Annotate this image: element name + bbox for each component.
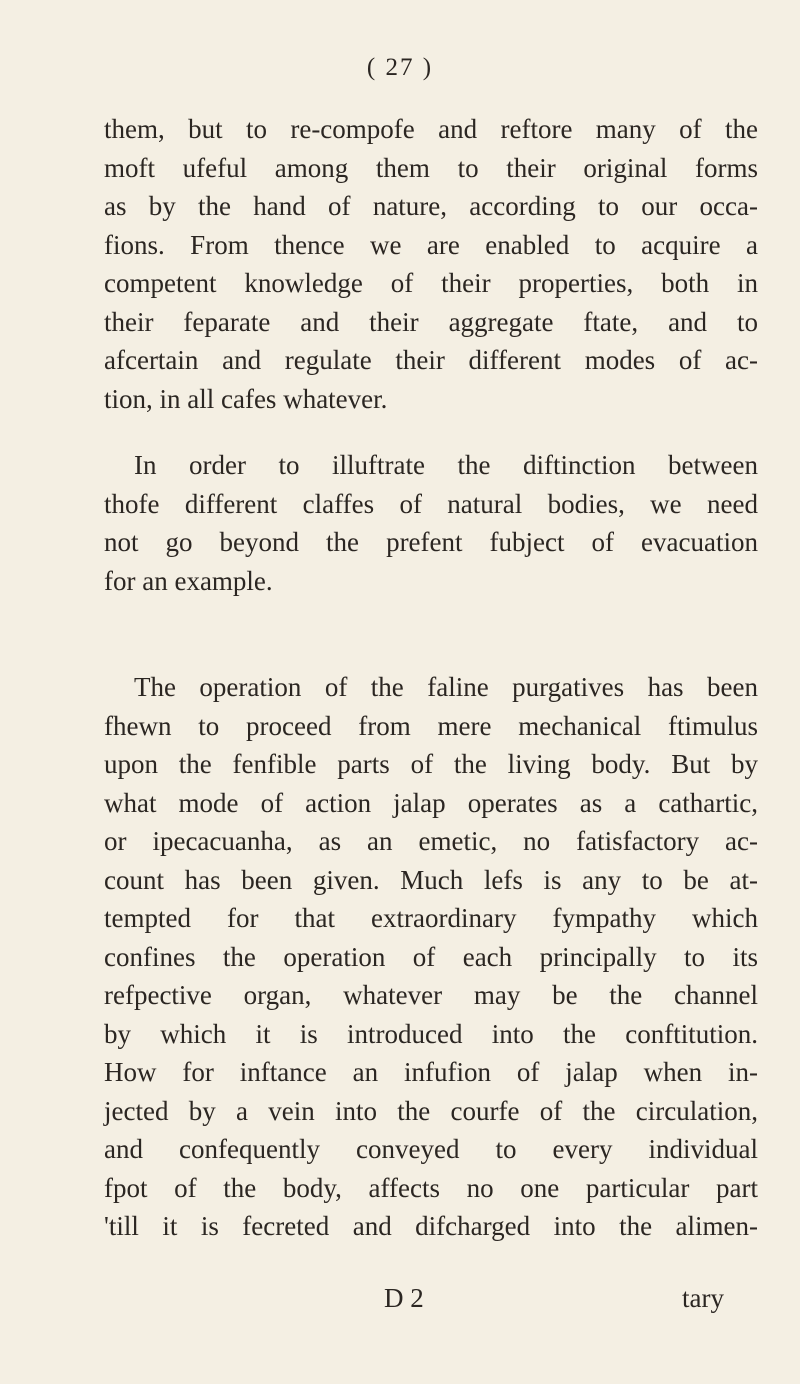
text-line: count has been given. Much lefs is any to be at- <box>104 864 758 895</box>
text-line: and confequently conveyed to every individual <box>104 1134 758 1164</box>
text-line: jected by a vein into the courfe of the circulation, <box>104 1095 758 1126</box>
text-line: confines the operation of each principally to its <box>104 941 758 972</box>
text-line: upon the fenfible parts of the living body. But by <box>104 749 758 779</box>
text-line: or ipecacuanha, as an emetic, no fatisfactory ac- <box>104 826 758 856</box>
text-line: thofe different claffes of natural bodies, we need <box>104 488 758 519</box>
text-line: fhewn to proceed from mere mechanical ftimulus <box>104 710 758 741</box>
text-line: moft ufeful among them to their original forms <box>104 152 758 183</box>
text-line: How for inftance an infufion of jalap when in- <box>104 1057 758 1087</box>
text-line: competent knowledge of their properties, both in <box>104 268 758 298</box>
text-line: The operation of the faline purgatives has been <box>134 672 758 702</box>
text-line: In order to illuftrate the diftinction between <box>134 450 758 480</box>
text-line: 'till it is fecreted and difcharged into the alimen- <box>104 1211 758 1241</box>
text-line: not go beyond the prefent fubject of evacuation <box>104 527 758 557</box>
text-line: tion, in all cafes whatever. <box>104 383 388 414</box>
page-footer <box>0 1278 800 1318</box>
catchword: tary <box>682 1283 724 1313</box>
text-line: tempted for that extraordinary fympathy which <box>104 903 758 933</box>
text-line: what mode of action jalap operates as a cathartic, <box>104 787 758 818</box>
text-line: fions. From thence we are enabled to acquire a <box>104 229 758 260</box>
text-line: afcertain and regulate their different modes of ac- <box>104 345 758 375</box>
text-line: as by the hand of nature, according to our occa- <box>104 191 758 221</box>
text-line: their feparate and their aggregate ftate, and to <box>104 306 758 337</box>
text-line: them, but to re-compofe and reftore many of the <box>104 114 758 144</box>
signature-mark: D 2 <box>384 1283 424 1313</box>
page-number: ( 27 ) <box>366 54 434 81</box>
text-line: fpot of the body, affects no one particular part <box>104 1172 758 1203</box>
paragraph-1 <box>104 110 758 418</box>
paragraph-2 <box>104 446 758 600</box>
text-line: for an example. <box>104 565 273 596</box>
paragraph-3 <box>104 668 758 1246</box>
text-line: refpective organ, whatever may be the channel <box>104 980 758 1010</box>
text-line: by which it is introduced into the conftitution. <box>104 1018 758 1049</box>
